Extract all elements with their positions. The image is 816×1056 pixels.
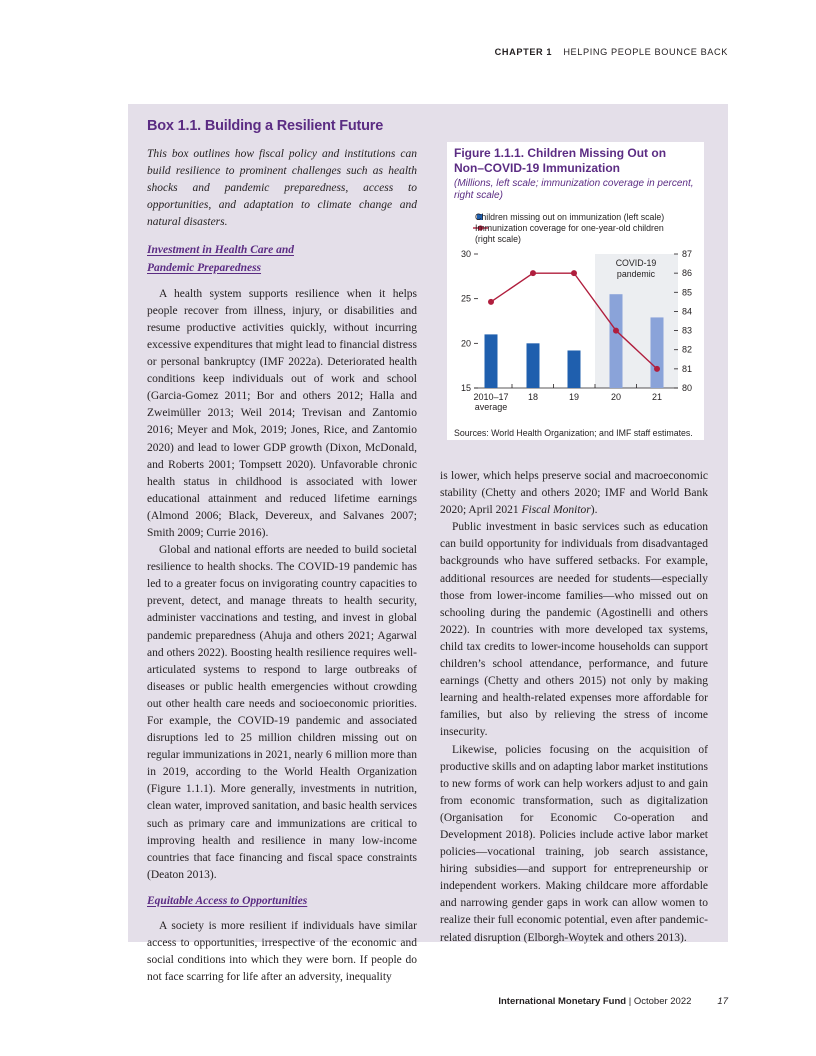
footer-org: International Monetary Fund — [498, 996, 627, 1007]
section-heading-health-line2: Pandemic Preparedness — [147, 261, 262, 274]
coverage-point-3 — [571, 270, 577, 276]
left-axis-tick-label: 30 — [460, 249, 471, 259]
paragraph-skills: Likewise, policies focusing on the acquisition of productive skills and on adapting labor market institutions to new forms of work can help workers adjust to and gain from economic transformation, such as digitalization (Organisation for Economic Co-operation and Development 2018). Policies include active labor market policies—vocational training, job search assistance, hiring subsidies—and support for entrepreneurship or independent workers. Making childcare more affordable and narrowing gender gaps in work can allow women to realize their full economic potential, even after pandemic-related disruption (Elborgh-Woytek and others 2013). — [440, 743, 708, 944]
paragraph-education: Public investment in basic services such as education can build opportunity for individuals from disadvantaged backgrounds who have suffered setbacks. For example, additional resources are needed for students—especially those from lower-income families—who missed out on schooling during the pandemic (Agostinelli and others 2022). In countries with more developed tax systems, child tax credits to lower-income households can support children’s school attendance, performance, and future earnings (Chetty and others 2015) not only by making learning and health-related expenses more affordable for families, but also by relieving the stress of income insecurity. — [440, 521, 708, 739]
right-axis-tick-label: 86 — [682, 268, 693, 279]
paragraph-continued-b: ). — [590, 504, 598, 517]
legend-bar-label: Children missing out on immunization (left scale) — [475, 212, 665, 222]
x-axis-label: 20 — [610, 392, 622, 402]
coverage-point-2 — [530, 270, 536, 276]
bar-3 — [568, 350, 581, 388]
paragraph-health-2: Global and national efforts are needed to build societal resilience to health shocks. The COVID-19 pandemic has led to a greater focus on invigorating country capacities to prevent, detect, and manage threats to health security, administer vaccinations and testing, and invest in global pandemic preparedness (Ahuja and others 2021; Agarwal and others 2022). Boosting health resilience requires well-articulated systems to respond to large outbreaks of diseases or public health emergencies without crowding out other health care needs and socioeconomic priorities. For example, the COVID-19 pandemic and associated disruptions led to 25 million children missing out on regular immunizations in 2021, nearly 6 million more than in 2019, according to the World Health Organization (Figure 1.1.1). More generally, investments in nutrition, clean water, improved sanitation, and basic health services such as primary care and immunizations are critical to improving health and resilience in many low-income countries that face financing and fiscal space constraints (Deaton 2013). — [147, 544, 417, 881]
left-axis-tick-label: 20 — [460, 338, 471, 349]
x-axis-label-line2: average — [474, 402, 508, 412]
right-axis-tick-label: 80 — [682, 383, 693, 393]
right-axis-tick-label: 81 — [682, 363, 693, 374]
box-title: Box 1.1. Building a Resilient Future — [147, 118, 384, 134]
bar-2 — [527, 343, 540, 388]
right-axis-tick-label: 83 — [682, 325, 693, 336]
coverage-point-5 — [654, 366, 660, 372]
paragraph-continued-a: is lower, which helps preserve social and macroeconomic stability (Chetty and others 2020; IMF and World Bank 2020; April 2021 — [440, 470, 708, 517]
right-axis-tick-label: 82 — [682, 344, 693, 355]
page-number: 17 — [717, 996, 728, 1007]
chart-svg — [447, 142, 704, 440]
x-axis-label: 19 — [568, 392, 580, 402]
page-footer: International Monetary Fund | October 2022 17 — [498, 996, 728, 1007]
bar-1 — [485, 334, 498, 388]
figure-subtitle: (Millions, left scale; immunization coverage in percent, right scale) — [454, 178, 694, 201]
right-axis-tick-label: 87 — [682, 249, 693, 259]
paragraph-opportunities-1: A society is more resilient if individuals have similar access to opportunities, irrespective of the economic and social conditions into which they were born. If people do not face scarring for life after an adversity, inequality — [147, 920, 417, 984]
paragraph-continued — [440, 468, 708, 519]
box-intro: This box outlines how fiscal policy and institutions can build resilience to prominent challenges such as health shocks and pandemic preparedness, access to opportunities, and adaptation to climate change and natural disasters. — [147, 148, 417, 229]
paragraph-health-1: A health system supports resilience when it helps people recover from illness, injury, or disabilities and resume productive activities quickly, without incurring excessive expenditures that might lead to financial distress or personal bankruptcy (IMF 2022a). Deteriorated health conditions keep individuals out of work and school (Garcia-Gomez 2011; Bor and others 2012; Halla and Zweimüller 2013; Weil 2014; Trevisan and Zantomio 2016; Meyer and Mok, 2019; Jones, Rice, and Zantomio 2020) and lead to lower GDP growth (Dixon, McDonald, and Roberts 2001; Tompsett 2020). Unfavorable chronic health status in childhood is associated with lower educational attainment and reduced lifetime earnings (Almond 2006; Black, Devereux, and Salvanes 2007; Smith 2009; Currie 2016). — [147, 287, 417, 539]
right-axis-tick-label: 85 — [682, 287, 693, 298]
figure-source: Sources: World Health Organization; and IMF staff estimates. — [454, 428, 693, 438]
right-column — [440, 468, 708, 947]
x-axis-label: 18 — [527, 392, 539, 402]
footer-date: October 2022 — [633, 996, 692, 1007]
left-axis-tick-label: 15 — [460, 383, 471, 393]
right-axis-tick-label: 84 — [682, 306, 693, 317]
figure-title: Figure 1.1.1. Children Missing Out on Non–COVID-19 Immunization — [454, 146, 667, 175]
chapter-label: CHAPTER 1 — [494, 47, 553, 57]
section-heading-opportunities: Equitable Access to Opportunities — [147, 894, 308, 907]
bar-5 — [651, 317, 664, 388]
bar-4 — [610, 294, 623, 388]
figure-1-1-1 — [447, 142, 704, 440]
x-axis-label: 21 — [651, 392, 663, 402]
left-axis-tick-label: 25 — [460, 293, 471, 304]
legend-line-label: Immunization coverage for one-year-old children (right scale) — [475, 223, 664, 244]
covid-label-line2: pandemic — [616, 269, 656, 279]
left-column — [147, 146, 417, 986]
section-heading-health-line1: Investment in Health Care and — [147, 244, 294, 257]
fiscal-monitor-title: Fiscal Monitor — [521, 504, 591, 517]
coverage-point-4 — [613, 328, 619, 334]
chapter-title: HELPING PEOPLE BOUNCE BACK — [563, 47, 728, 57]
coverage-point-1 — [488, 299, 494, 305]
x-axis-label-line1: 2010–17 — [473, 392, 509, 402]
section-heading-health — [147, 242, 417, 276]
covid-label-line1: COVID-19 — [615, 258, 657, 268]
running-head — [495, 47, 728, 57]
